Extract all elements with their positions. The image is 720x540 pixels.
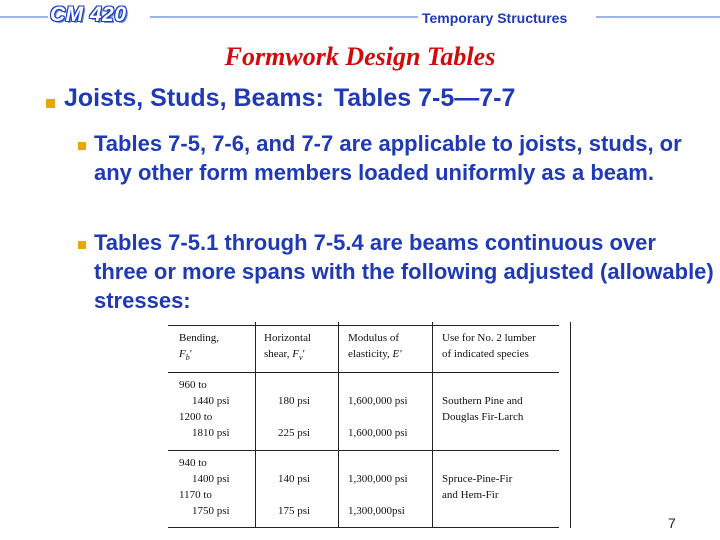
slide-title: Formwork Design Tables bbox=[224, 42, 496, 71]
main-bullet-lead: Joists, Studs, Beams: bbox=[64, 84, 324, 112]
bending-value: 1810 psi bbox=[192, 427, 230, 439]
sub-bullet-square-icon bbox=[78, 142, 86, 150]
species-value: and Hem-Fir bbox=[442, 489, 499, 501]
header-rule-middle bbox=[150, 16, 418, 18]
main-bullet-tables: Tables 7-5—7-7 bbox=[333, 84, 516, 112]
bullet-square-icon bbox=[46, 99, 55, 108]
species-value: Douglas Fir-Larch bbox=[442, 411, 524, 423]
slide-header bbox=[0, 0, 720, 40]
modulus-value: 1,300,000 psi bbox=[348, 473, 408, 485]
modulus-value: 1,300,000psi bbox=[348, 505, 405, 517]
table-rule-top bbox=[168, 325, 559, 326]
modulus-value: 1,600,000 psi bbox=[348, 395, 408, 407]
shear-value: 180 psi bbox=[278, 395, 311, 407]
shear-value: 140 psi bbox=[278, 473, 311, 485]
header-rule-right bbox=[596, 16, 720, 18]
header-use-for: Use for No. 2 lumber bbox=[442, 332, 536, 344]
header-rule-left bbox=[0, 16, 48, 18]
table-rule-middle bbox=[168, 450, 559, 451]
main-bullet bbox=[64, 84, 515, 113]
shear-value: 225 psi bbox=[278, 427, 311, 439]
header-modulus-symbol: elasticity, E′ bbox=[348, 348, 402, 360]
species-value: Southern Pine and bbox=[442, 395, 523, 407]
sub-bullet-1: Tables 7-5, 7-6, and 7-7 are applicable to joists, studs, or any other form members loaded uniformly as a beam. bbox=[94, 131, 682, 185]
table-rule-bottom bbox=[168, 527, 559, 528]
bending-value: 960 to bbox=[179, 379, 207, 391]
modulus-value: 1,600,000 psi bbox=[348, 427, 408, 439]
header-species: of indicated species bbox=[442, 348, 529, 360]
course-code: CM 420 bbox=[50, 3, 127, 26]
bending-value: 1200 to bbox=[179, 411, 213, 423]
bending-value: 1400 psi bbox=[192, 473, 230, 485]
table-rule-header bbox=[168, 372, 559, 373]
shear-value: 175 psi bbox=[278, 505, 311, 517]
table-rule-col3 bbox=[432, 322, 433, 528]
bending-value: 1750 psi bbox=[192, 505, 230, 517]
bending-value: 1440 psi bbox=[192, 395, 230, 407]
header-shear-symbol: shear, $F_v'$ bbox=[264, 348, 305, 363]
course-topic: Temporary Structures bbox=[422, 10, 568, 26]
stress-table bbox=[168, 322, 572, 530]
sub-bullet-square-icon bbox=[78, 241, 86, 249]
table-rule-right bbox=[570, 322, 571, 528]
table-rule-col1 bbox=[255, 322, 256, 528]
header-bending-symbol: $F_b'$ bbox=[179, 348, 193, 363]
header-modulus: Modulus of bbox=[348, 332, 400, 344]
header-shear: Horizontal bbox=[264, 332, 312, 344]
species-value: Spruce-Pine-Fir bbox=[442, 473, 513, 485]
sub-bullet-2: Tables 7-5.1 through 7-5.4 are beams continuous over three or more spans with the following adjusted (allowable) stresses: bbox=[94, 230, 714, 313]
header-bending: Bending, bbox=[179, 332, 220, 344]
table-rule-col2 bbox=[338, 322, 339, 528]
bending-value: 940 to bbox=[179, 457, 207, 469]
page-number: 7 bbox=[668, 515, 676, 531]
bending-value: 1170 to bbox=[179, 489, 212, 501]
